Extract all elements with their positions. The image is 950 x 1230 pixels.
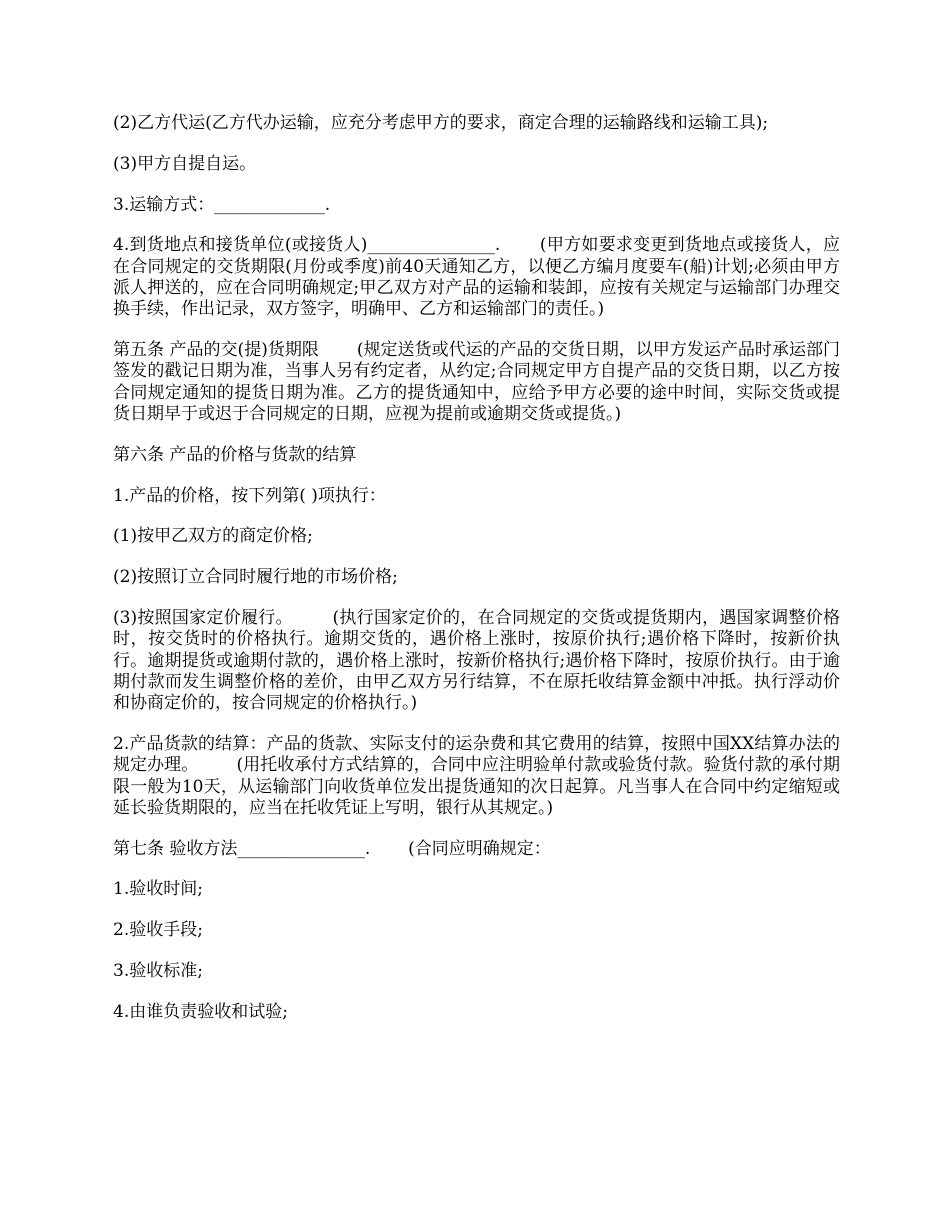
paragraph-transport-option-3: (3)甲方自提自运。 bbox=[113, 153, 257, 174]
paragraph-price-option-2: (2)按照订立合同时履行地的市场价格; bbox=[113, 567, 398, 588]
paragraph-transport-method: 3.运输方式：_____________. bbox=[113, 194, 331, 215]
paragraph-price-option-3: (3)按照国家定价履行。 (执行国家定价的，在合同规定的交货或提货期内，遇国家调整价格时，按交货时的价格执行。逾期交货的，遇价格上涨时，按原价执行;遇价格下降时，按新价执行。逾期提货或逾期付款的，遇价格上涨时，按新价格执行;遇价格下降时，按原价执行。由于逾期付款而发生调整价格的差价，由甲乙双方另行结算，不在原托收结算金额中冲抵。执行浮动价和协商定价的，按合同规定的价格执行。) bbox=[113, 607, 840, 714]
paragraph-article-7: 第七条 验收方法_______________. (合同应明确规定： bbox=[113, 838, 551, 859]
paragraph-delivery-location: 4.到货地点和接货单位(或接货人)_______________. (甲方如要求变更到货地点或接货人，应在合同规定的交货期限(月份或季度)前40天通知乙方，以便乙方编月度要车(船)计划;必须由甲方派人押送的，应在合同明确规定;甲乙双方对产品的运输和装卸，应按有关规定与运输部门办理交换手续，作出记录，双方签字，明确甲、乙方和运输部门的责任。) bbox=[113, 235, 840, 320]
paragraph-price-option-1: (1)按甲乙双方的商定价格; bbox=[113, 526, 313, 547]
paragraph-inspection-means: 2.验收手段; bbox=[113, 920, 203, 941]
document-body bbox=[113, 113, 840, 1043]
paragraph-payment-settlement: 2.产品货款的结算：产品的货款、实际支付的运杂费和其它费用的结算，按照中国XX结算办法的规定办理。 (用托收承付方式结算的，合同中应注明验单付款或验货付款。验货付款的承付期限一般为10天，从运输部门向收货单位发出提货通知的次日起算。凡当事人在合同中约定缩短或延长验货期限的，应当在托收凭证上写明，银行从其规定。) bbox=[113, 733, 840, 818]
paragraph-price-clause: 1.产品的价格，按下列第( )项执行： bbox=[113, 485, 386, 506]
paragraph-article-5: 第五条 产品的交(提)货期限 (规定送货或代运的产品的交货日期，以甲方发运产品时承运部门签发的戳记日期为准，当事人另有约定者，从约定;合同规定甲方自提产品的交货日期，以乙方按合同规定通知的提货日期为准。乙方的提货通知中，应给予甲方必要的途中时间，实际交货或提货日期早于或迟于合同规定的日期，应视为提前或逾期交货或提货。) bbox=[113, 340, 840, 424]
paragraph-inspection-responsible: 4.由谁负责验收和试验; bbox=[113, 1001, 288, 1022]
paragraph-inspection-time: 1.验收时间; bbox=[113, 879, 203, 900]
paragraph-transport-option-2: (2)乙方代运(乙方代办运输，应充分考虑甲方的要求，商定合理的运输路线和运输工具); bbox=[113, 113, 769, 133]
paragraph-inspection-standard: 3.验收标准; bbox=[113, 961, 203, 982]
paragraph-article-6-heading: 第六条 产品的价格与货款的结算 bbox=[113, 444, 357, 465]
